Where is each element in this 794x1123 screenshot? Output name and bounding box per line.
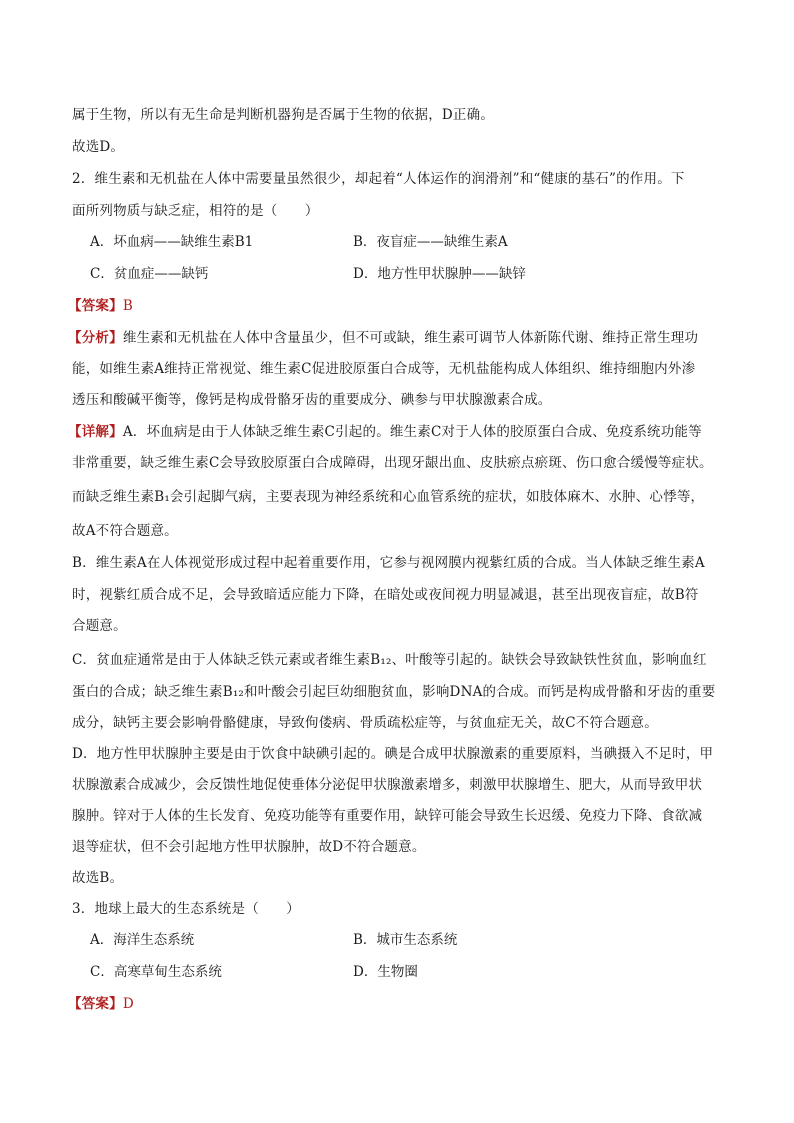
q2-stem-line-1: 2．维生素和无机盐在人体中需要量虽然很少，却起着“人体运作的润滑剂”和“健康的基石”的作用。下 [72,171,685,187]
answer-tag: 【答案】 [68,298,123,314]
q2-detail-line-14: 退等症状，但不会引起地方性甲状腺肿，故D不符合题意。 [72,839,426,855]
q2-detail-text-1: A．坏血病是由于人体缺乏维生素C引起的。维生素C对于人体的胶原蛋白合成、免疫系统功能等 [122,424,702,440]
q3-option-c: C．高寒草甸生态系统 [90,964,222,980]
q2-detail-line-10: 成分，缺钙主要会影响骨骼健康，导致佝偻病、骨质疏松症等，与贫血症无关，故C不符合题意。 [72,715,658,731]
q2-option-b: B．夜盲症——缺维生素A [353,234,508,250]
q1-select: 故选D。 [72,139,125,155]
q3-answer-row [68,992,134,1012]
q2-detail-line-8: C．贫血症通常是由于人体缺乏铁元素或者维生素B₁₂、叶酸等引起的。缺铁会导致缺铁性贫血，影响血红 [72,652,707,668]
q2-detail-line-3: 而缺乏维生素B₁会引起脚气病，主要表现为神经系统和心血管系统的症状，如肢体麻木、水肿、心悸等， [72,489,705,505]
q2-detail-line-11: D．地方性甲状腺肿主要是由于饮食中缺碘引起的。碘是合成甲状腺激素的重要原料，当碘摄入不足时，甲 [72,746,714,762]
detail-tag: 【详解】 [68,424,123,440]
q2-detail-line-7: 合题意。 [72,618,127,634]
q2-answer-row [68,294,133,314]
q2-detail-line-9: 蛋白的合成；缺乏维生素B₁₂和叶酸会引起巨幼细胞贫血，影响DNA的合成。而钙是构成骨骼和牙齿的重要 [72,684,716,700]
q2-option-a: A．坏血病——缺维生素B1 [90,234,254,250]
q2-stem-line-2: 面所列物质与缺乏症，相符的是（ ） [72,203,319,219]
q2-detail-line-2: 非常重要，缺乏维生素C会导致胶原蛋白合成障碍，出现牙龈出血、皮肤瘀点瘀斑、伤口愈合缓慢等症状。 [72,455,713,471]
q2-detail-line-6: 时，视紫红质合成不足，会导致暗适应能力下降，在暗处或夜间视力明显减退，甚至出现夜盲症，故B符 [72,587,699,603]
q2-detail-line-1 [68,420,702,440]
q2-answer-value: B [122,298,133,314]
answer-tag: 【答案】 [68,996,123,1012]
q2-analysis-line-1 [68,326,698,346]
q3-option-b: B．城市生态系统 [353,932,458,948]
q1-conclusion-line: 属于生物，所以有无生命是判断机器狗是否属于生物的依据，D正确。 [72,107,495,123]
q2-detail-line-5: B．维生素A在人体视觉形成过程中起着重要作用，它参与视网膜内视紫红质的合成。当人体缺乏维生素A [72,555,705,571]
q2-option-c: C．贫血症——缺钙 [90,266,209,282]
analysis-tag: 【分析】 [68,330,123,346]
q2-detail-line-4: 故A不符合题意。 [72,523,178,539]
q2-option-d: D．地方性甲状腺肿——缺锌 [353,266,526,282]
q3-answer-value: D [122,996,134,1012]
q2-detail-line-12: 状腺激素合成减少，会反馈性地促使垂体分泌促甲状腺激素增多，刺激甲状腺增生、肥大，从而导致甲状 [72,777,703,793]
q3-stem: 3．地球上最大的生态系统是（ ） [72,901,300,917]
q2-analysis-line-3: 透压和酸碱平衡等，像钙是构成骨骼牙齿的重要成分、碘参与甲状腺激素合成。 [72,392,552,408]
q2-select: 故选B。 [72,870,124,886]
q2-detail-line-13: 腺肿。锌对于人体的生长发育、免疫功能等有重要作用，缺锌可能会导致生长迟缓、免疫力下降、食欲减 [72,808,703,824]
q3-option-d: D．生物圈 [353,964,418,980]
q2-analysis-line-2: 能，如维生素A维持正常视觉、维生素C促进胶原蛋白合成等，无机盐能构成人体组织、维持细胞内外渗 [72,361,696,377]
q2-analysis-text-1: 维生素和无机盐在人体中含量虽少，但不可或缺，维生素可调节人体新陈代谢、维持正常生理功 [122,330,699,346]
q3-option-a: A．海洋生态系统 [90,932,195,948]
